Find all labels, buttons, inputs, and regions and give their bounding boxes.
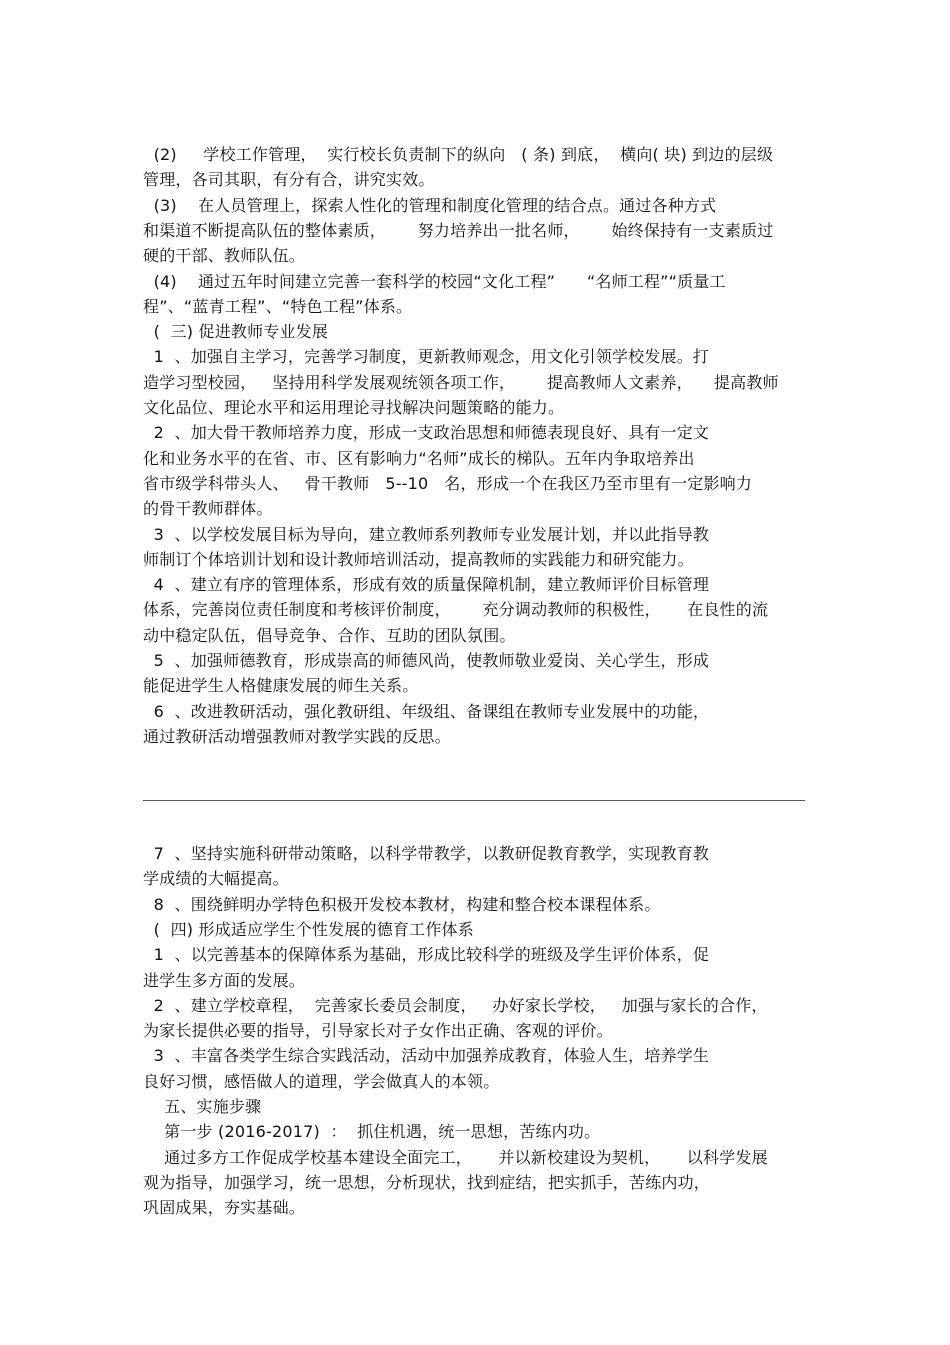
- text-line: 通过多方工作促成学校基本建设全面完工， 并以新校建设为契机， 以科学发展: [143, 1147, 768, 1167]
- text-line: 动中稳定队伍，倡导竞争、合作、互助的团队氛围。: [143, 625, 516, 645]
- text-line: ( 三) 促进教师专业发展: [143, 322, 329, 342]
- text-line: 五、实施步骤: [143, 1097, 262, 1116]
- text-line: 的骨干教师群体。: [143, 499, 273, 519]
- text-line: 8 、围绕鲜明办学特色积极开发校本教材，构建和整合校本课程体系。: [143, 894, 661, 914]
- text-line: (3) 在人员管理上，探索人性化的管理和制度化管理的结合点。通过各种方式: [143, 195, 717, 215]
- text-line: (4) 通过五年时间建立完善一套科学的校园“文化工程” “名师工程”“质量工: [143, 271, 726, 291]
- text-line: 2 、加大骨干教师培养力度，形成一支政治思想和师德表现良好、具有一定文: [143, 423, 710, 443]
- text-line: 良好习惯，感悟做人的道理，学会做真人的本领。: [143, 1071, 500, 1091]
- text-line: 观为指导，加强学习，统一思想，分析现状，找到症结，把实抓手，苦练内功，: [143, 1172, 711, 1192]
- text-line: 省市级学科带头人、 骨干教师 5--10 名，形成一个在我区乃至市里有一定影响力: [143, 473, 753, 493]
- text-line: 通过教研活动增强教师对教学实践的反思。: [143, 726, 451, 746]
- text-line: 3 、以学校发展目标为导向，建立教师系列教师专业发展计划，并以此指导教: [143, 524, 710, 544]
- text-line: 体系，完善岗位责任制度和考核评价制度， 充分调动教师的积极性， 在良性的流: [143, 600, 769, 620]
- text-line: 7 、坚持实施科研带动策略，以科学带教学，以教研促教育教学，实现教育教: [143, 844, 710, 863]
- text-line: 巩固成果，夯实基础。: [143, 1198, 306, 1218]
- text-line: 进学生多方面的发展。: [143, 970, 306, 990]
- text-line: 程”、“蓝青工程”、“特色工程”体系。: [143, 296, 413, 316]
- section-divider: [143, 800, 805, 801]
- text-line: 1 、以完善基本的保障体系为基础，形成比较科学的班级及学生评价体系，促: [143, 945, 710, 965]
- text-line: 1 、加强自主学习，完善学习制度，更新教师观念，用文化引领学校发展。打: [143, 347, 710, 367]
- text-line: 和渠道不断提高队伍的整体素质， 努力培养出一批名师， 始终保持有一支素质过: [143, 220, 774, 240]
- text-line: 师制订个体培训计划和设计教师培训活动，提高教师的实践能力和研究能力。: [143, 549, 694, 569]
- text-line: ( 四) 形成适应学生个性发展的德育工作体系: [143, 919, 474, 939]
- text-line: 5 、加强师德教育，形成崇高的师德风尚，使教师敬业爱岗、关心学生，形成: [143, 651, 710, 670]
- text-line: 能促进学生人格健康发展的师生关系。: [143, 676, 419, 696]
- text-line: 学成绩的大幅提高。: [143, 869, 289, 889]
- text-line: 6 、改进教研活动，强化教研组、年级组、备课组在教师专业发展中的功能，: [143, 701, 710, 721]
- text-line: 化和业务水平的在省、市、区有影响力“名师”成长的梯队。五年内争取培养出: [143, 448, 695, 468]
- text-line: 为家长提供必要的指导，引导家长对子女作出正确、客观的评价。: [143, 1021, 613, 1041]
- text-line: 管理，各司其职，有分有合，讲究实效。: [143, 170, 435, 190]
- text-line: 造学习型校园， 坚持用科学发展观统领各项工作， 提高教师人文素养， 提高教师: [143, 372, 779, 392]
- text-line: 4 、建立有序的管理体系，形成有效的质量保障机制，建立教师评价目标管理: [143, 575, 710, 595]
- text-line: 3 、丰富各类学生综合实践活动，活动中加强养成教育，体验人生，培养学生: [143, 1046, 710, 1066]
- text-line: 第一步 (2016-2017) ： 抓住机遇，统一思想，苦练内功。: [143, 1122, 601, 1142]
- text-line: (2) 学校工作管理， 实行校长负责制下的纵向 ( 条) 到底， 横向( 块) 到边的层级: [143, 145, 774, 164]
- text-line: 硬的干部、教师队伍。: [143, 246, 306, 266]
- text-line: 2 、建立学校章程， 完善家长委员会制度， 办好家长学校， 加强与家长的合作，: [143, 995, 768, 1015]
- text-line: 文化品位、理论水平和运用理论寻找解决问题策略的能力。: [143, 398, 565, 417]
